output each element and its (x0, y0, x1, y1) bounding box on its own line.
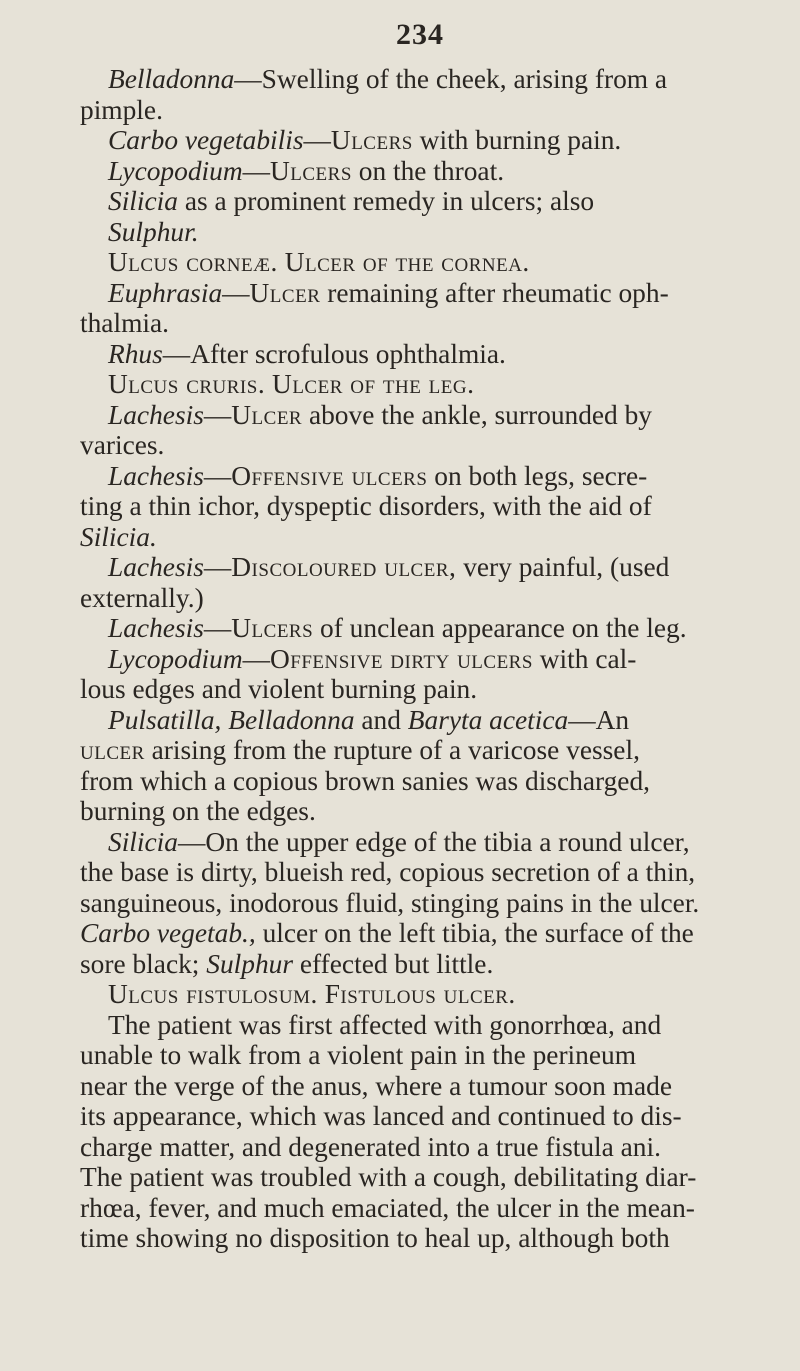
italic-text: Carbo vegetab., (80, 918, 256, 948)
text-line (80, 491, 740, 522)
italic-text: Belladonna (108, 64, 235, 94)
text-run: on the throat. (351, 155, 505, 186)
text-run: arising from the rupture of a varicose vessel, (144, 735, 640, 765)
italic-text: Baryta acetica (407, 704, 569, 735)
text-line (80, 888, 740, 919)
small-caps-text: Ulcus corneæ. (108, 247, 278, 277)
text-line (80, 339, 740, 370)
text-run: thalmia. (80, 308, 169, 338)
text-line (80, 644, 740, 675)
text-run: remaining after rheumatic oph- (320, 277, 669, 308)
page-text (80, 64, 740, 1254)
text-line (80, 1010, 740, 1041)
small-caps-text: Offensive ulcers (231, 460, 428, 491)
text-run: — (242, 155, 270, 186)
text-run: from which a copious brown sanies was discharged, (80, 765, 651, 796)
section-heading-line (80, 247, 740, 278)
text-line (80, 1071, 740, 1102)
text-line (80, 918, 740, 949)
text-line (80, 735, 740, 766)
text-run: its appearance, which was lanced and continued to dis- (80, 1101, 682, 1131)
text-run: as a prominent remedy in ulcers; also (178, 186, 595, 216)
text-line (80, 430, 740, 461)
italic-text: Silicia (108, 186, 178, 216)
text-run: pimple. (80, 94, 163, 125)
small-caps-text: Ulcus fistulosum. (108, 979, 318, 1009)
small-caps-text: Ulcer (231, 399, 303, 430)
small-caps-text: Ulcus cruris. (108, 369, 266, 399)
section-heading-line (80, 369, 740, 400)
text-run: of unclean appearance on the leg. (313, 613, 687, 643)
text-line (80, 1162, 740, 1193)
text-run: the base is dirty, blueish red, copious secretion of a thin, (80, 857, 696, 887)
text-run: very painful, (used (456, 552, 670, 582)
text-run: time showing no disposition to heal up, although both (80, 1223, 670, 1253)
text-run: effected but little. (293, 948, 494, 979)
text-line (80, 552, 740, 583)
text-line (80, 125, 740, 156)
small-caps-text: Fistulous ulcer. (324, 979, 516, 1009)
text-line (80, 64, 740, 95)
text-line (80, 1193, 740, 1224)
text-run (278, 247, 285, 277)
text-run: externally.) (80, 582, 204, 613)
text-line (80, 186, 740, 217)
text-line (80, 1132, 740, 1163)
text-run: — (222, 277, 250, 308)
italic-text: Euphrasia (108, 277, 223, 308)
text-line (80, 1101, 740, 1132)
text-run: The patient was first affected with gonorrhœa, and (108, 1009, 662, 1040)
text-run: — (203, 460, 232, 491)
text-line (80, 613, 740, 644)
small-caps-text: Ulcer (249, 277, 321, 308)
text-run: — (203, 552, 232, 582)
text-line (80, 400, 740, 431)
italic-text: Lachesis (108, 460, 204, 491)
text-line (80, 278, 740, 309)
text-run: — (203, 613, 232, 643)
text-run (318, 979, 325, 1009)
text-run: — (242, 643, 270, 674)
small-caps-text: Ulcers (231, 613, 314, 643)
small-caps-text: Ulcers (270, 155, 352, 186)
italic-text: Lachesis (108, 613, 204, 643)
text-run: —After scrofulous ophthalmia. (162, 338, 506, 369)
text-run: with cal- (532, 643, 637, 674)
text-run: —Swelling of the cheek, arising from a (234, 64, 668, 94)
italic-text: Rhus (108, 338, 163, 369)
text-line (80, 857, 740, 888)
section-heading-line (80, 979, 740, 1010)
italic-text: Silicia. (80, 521, 157, 552)
italic-text: Carbo vegetabilis (108, 125, 304, 155)
italic-text: Sulphur (206, 948, 294, 979)
text-line (80, 156, 740, 187)
italic-text: Lycopodium (108, 643, 243, 674)
small-caps-text: Discoloured ulcer, (231, 552, 457, 582)
text-line (80, 1223, 740, 1254)
text-run: varices. (80, 430, 165, 460)
text-line (80, 461, 740, 492)
small-caps-text: Offensive dirty ulcers (270, 643, 533, 674)
text-line (80, 705, 740, 736)
text-run: unable to walk from a violent pain in the perineum (80, 1040, 637, 1070)
text-line (80, 1040, 740, 1071)
text-line (80, 308, 740, 339)
text-run: charge matter, and degenerated into a true fistula ani. (80, 1131, 661, 1162)
text-line (80, 217, 740, 248)
text-run: lous edges and violent burning pain. (80, 674, 478, 704)
text-run: ting a thin ichor, dyspeptic disorders, with the aid of (80, 491, 652, 521)
text-run: ulcer on the left tibia, the surface of the (255, 918, 694, 948)
text-run: — (303, 125, 331, 155)
text-line (80, 949, 740, 980)
text-run: sanguineous, inodorous fluid, stinging pains in the ulcer. (80, 887, 700, 918)
text-line (80, 583, 740, 614)
text-line (80, 827, 740, 858)
italic-text: Belladonna (228, 704, 355, 735)
italic-text: Lachesis (108, 399, 204, 430)
italic-text: Lycopodium (108, 155, 243, 186)
text-run: on both legs, secre- (427, 460, 648, 491)
text-run: —On the upper edge of the tibia a round ulcer, (178, 826, 690, 857)
text-line (80, 766, 740, 797)
italic-text: Pulsatilla, (108, 704, 222, 735)
small-caps-text: ulcer (80, 735, 145, 765)
small-caps-text: Ulcer of the leg. (272, 369, 475, 399)
text-run: — (203, 399, 232, 430)
text-line (80, 95, 740, 126)
text-run: above the ankle, surrounded by (302, 399, 652, 430)
text-run: —An (568, 704, 630, 735)
small-caps-text: Ulcers (330, 125, 413, 155)
italic-text: Lachesis (108, 552, 204, 582)
italic-text: Sulphur. (108, 216, 199, 247)
text-line (80, 796, 740, 827)
text-run: with burning pain. (412, 125, 622, 155)
text-run: and (354, 704, 408, 735)
text-line (80, 674, 740, 705)
page-number: 234 (396, 18, 444, 51)
italic-text: Silicia (108, 826, 178, 857)
text-run: sore black; (80, 948, 207, 979)
text-run: near the verge of the anus, where a tumour soon made (80, 1070, 672, 1101)
text-run: burning on the edges. (80, 796, 316, 826)
text-run: The patient was troubled with a cough, debilitating diar- (80, 1162, 697, 1192)
text-line (80, 522, 740, 553)
small-caps-text: Ulcer of the cornea. (284, 247, 530, 277)
text-run: rhœa, fever, and much emaciated, the ulcer in the mean- (80, 1192, 695, 1223)
